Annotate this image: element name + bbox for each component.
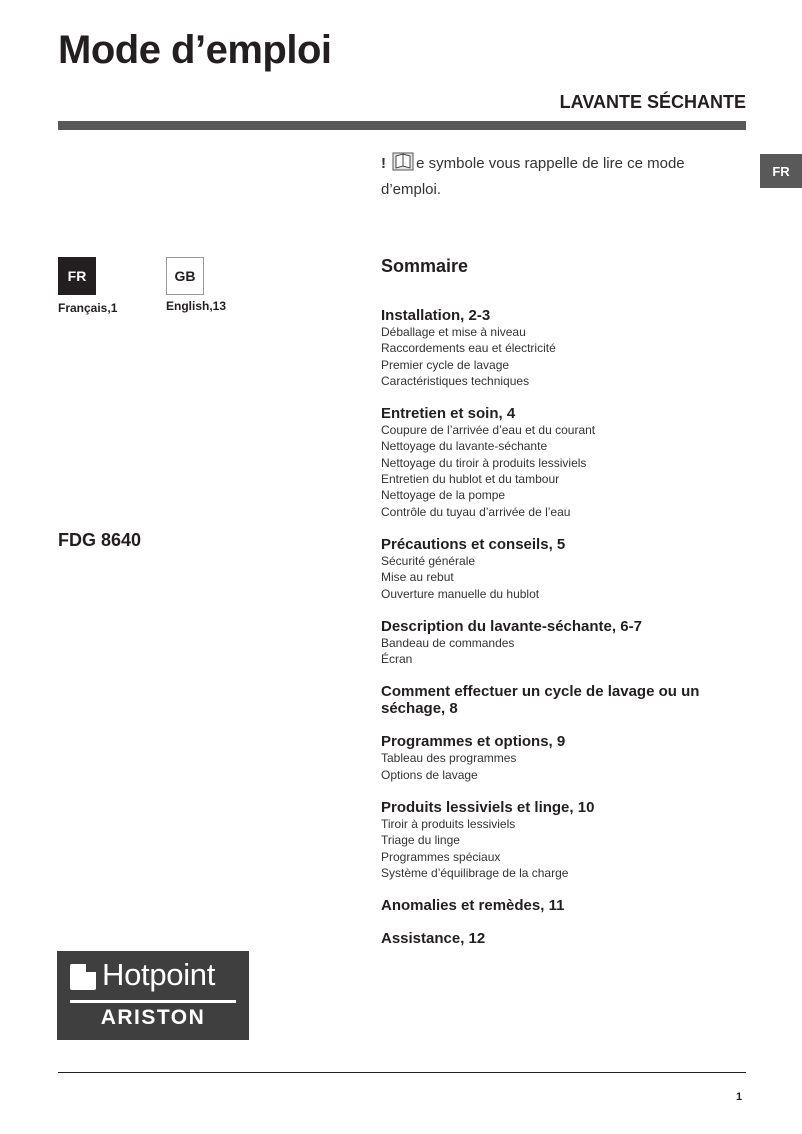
toc-item: Sécurité générale [381,553,476,568]
toc-item-list [381,816,746,881]
toc-item-list [381,635,746,668]
language-tab: FR [760,154,802,188]
toc-item: Coupure de l’arrivée d’eau et du courant [381,423,596,438]
toc-item-list [381,750,746,783]
toc-section [381,618,746,668]
language-label-gb[interactable]: English,13 [166,299,227,313]
toc-item: Écran [381,652,413,667]
toc-item: Options de lavage [381,767,478,782]
note-text: e symbole vous rappelle de lire ce mode d’emploi. [381,155,685,198]
toc-section [381,405,746,520]
toc-section-title[interactable]: Assistance, 12 [381,930,486,948]
toc-item: Raccordements eau et électricité [381,341,556,356]
toc-heading: Sommaire [381,256,469,276]
toc-item: Déballage et mise à niveau [381,325,526,339]
toc-section-title[interactable]: Anomalies et remèdes, 11 [381,897,565,915]
document-subtitle: LAVANTE SÉCHANTE [559,92,746,112]
toc-item: Ouverture manuelle du hublot [381,586,540,601]
toc-item: Tableau des programmes [381,751,517,766]
logo-mark-icon [70,964,96,990]
model-number: FDG 8640 [58,530,142,550]
toc-item: Bandeau de commandes [381,635,515,650]
toc-section-title[interactable]: Comment effectuer un cycle de lavage ou un séchage, 8 [381,683,700,718]
page-title: Mode d’emploi [58,28,332,72]
language-label-fr[interactable]: Français,1 [58,301,118,315]
toc-section [381,307,746,389]
toc-section-title[interactable]: Précautions et conseils, 5 [381,535,566,553]
language-box-gb[interactable]: GB [166,257,204,295]
toc-item: Entretien du hublot et du tambour [381,472,560,487]
toc-item-list [381,422,746,520]
language-box-fr[interactable]: FR [58,257,96,295]
toc-item: Caractéristiques techniques [381,373,530,388]
toc-item: Nettoyage de la pompe [381,488,506,503]
logo-brand: Hotpoint [102,957,216,992]
page-number: 1 [736,1091,743,1103]
toc-item: Triage du linge [381,833,460,848]
manual-note [381,152,711,201]
toc-item: Nettoyage du tiroir à produits lessiviels [381,455,587,470]
toc-section-title[interactable]: Produits lessiviels et linge, 10 [381,799,595,817]
logo-subbrand: ARISTON [100,1006,206,1029]
toc-section-title[interactable]: Description du lavante-séchante, 6-7 [381,617,642,635]
toc-section [381,733,746,783]
toc-item: Mise au rebut [381,570,454,585]
footer-rule [58,1072,746,1073]
toc-section [381,799,746,881]
table-of-contents [381,256,746,963]
toc-item: Programmes spéciaux [381,849,501,864]
manual-book-icon [392,152,414,178]
toc-section [381,930,746,947]
toc-section [381,536,746,602]
toc-item: Système d’équilibrage de la charge [381,865,569,880]
logo-rule [70,1000,236,1003]
toc-section-title[interactable]: Programmes et options, 9 [381,733,566,751]
exclamation-mark: ! [381,155,386,172]
hotpoint-ariston-logo [57,951,249,1040]
toc-item: Nettoyage du lavante-séchante [381,439,548,454]
toc-item: Premier cycle de lavage [381,357,510,372]
toc-item: Tiroir à produits lessiviels [381,817,516,832]
toc-item-list [381,324,746,389]
toc-item: Contrôle du tuyau d’arrivée de l’eau [381,504,571,519]
toc-section [381,897,746,914]
toc-section [381,683,746,717]
header-rule [58,121,746,130]
toc-section-title[interactable]: Installation, 2-3 [381,307,491,324]
toc-item-list [381,553,746,602]
toc-section-title[interactable]: Entretien et soin, 4 [381,405,516,423]
